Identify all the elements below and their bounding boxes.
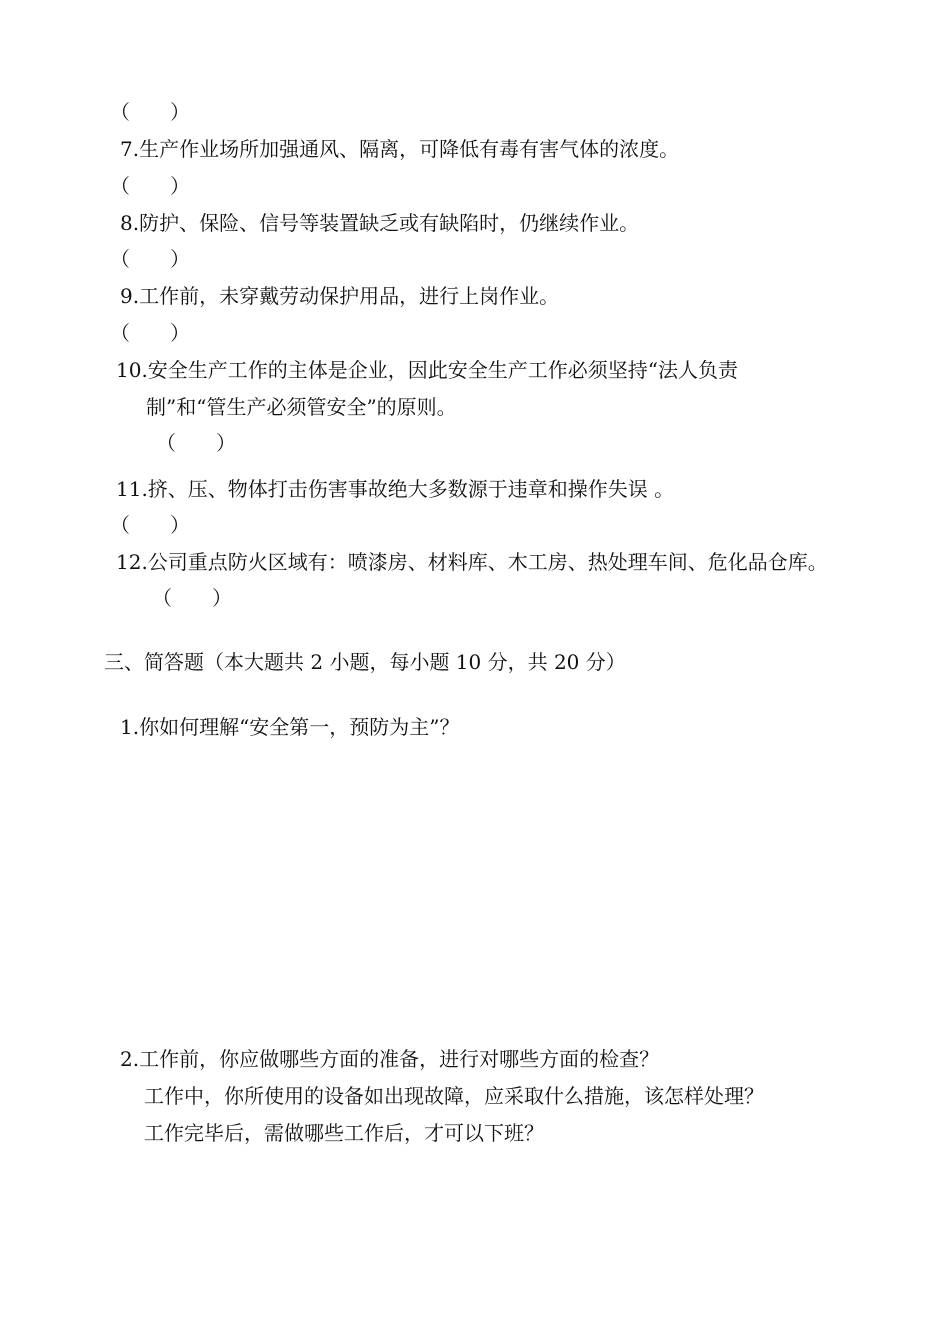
section-heading-short-answer: 三、简答题（本大题共 2 小题，每小题 10 分，共 20 分） xyxy=(104,650,626,674)
answer-paren-q11: （ ） xyxy=(110,513,190,537)
question-10-line-2: 制”和“管生产必须管安全”的原则。 xyxy=(146,395,457,419)
answer-paren-q9: （ ） xyxy=(110,321,190,345)
answer-paren-q8: （ ） xyxy=(110,247,190,271)
answer-paren-q10: （ ） xyxy=(156,431,236,455)
short-answer-question-1: 1.你如何理解“安全第一，预防为主”？ xyxy=(120,715,460,739)
question-10-line-1: 10.安全生产工作的主体是企业，因此安全生产工作必须坚持“法人负责 xyxy=(116,358,739,382)
short-answer-question-2-line-3: 工作完毕后，需做哪些工作后，才可以下班？ xyxy=(144,1121,544,1145)
answer-paren-q7: （ ） xyxy=(110,174,190,198)
question-7: 7.生产作业场所加强通风、隔离，可降低有毒有害气体的浓度。 xyxy=(120,137,680,161)
question-8: 8.防护、保险、信号等装置缺乏或有缺陷时，仍继续作业。 xyxy=(120,211,640,235)
answer-paren-q6: （ ） xyxy=(110,100,190,124)
question-12: 12.公司重点防火区域有：喷漆房、材料库、木工房、热处理车间、危化品仓库。 xyxy=(116,550,828,574)
short-answer-question-2-line-2: 工作中，你所使用的设备如出现故障，应采取什么措施，该怎样处理？ xyxy=(144,1084,764,1108)
question-9: 9.工作前，未穿戴劳动保护用品，进行上岗作业。 xyxy=(120,284,560,308)
short-answer-question-2-line-1: 2.工作前，你应做哪些方面的准备，进行对哪些方面的检查？ xyxy=(120,1047,660,1071)
answer-paren-q12: （ ） xyxy=(152,586,232,610)
question-11: 11.挤、压、物体打击伤害事故绝大多数源于违章和操作失误 。 xyxy=(116,477,675,501)
